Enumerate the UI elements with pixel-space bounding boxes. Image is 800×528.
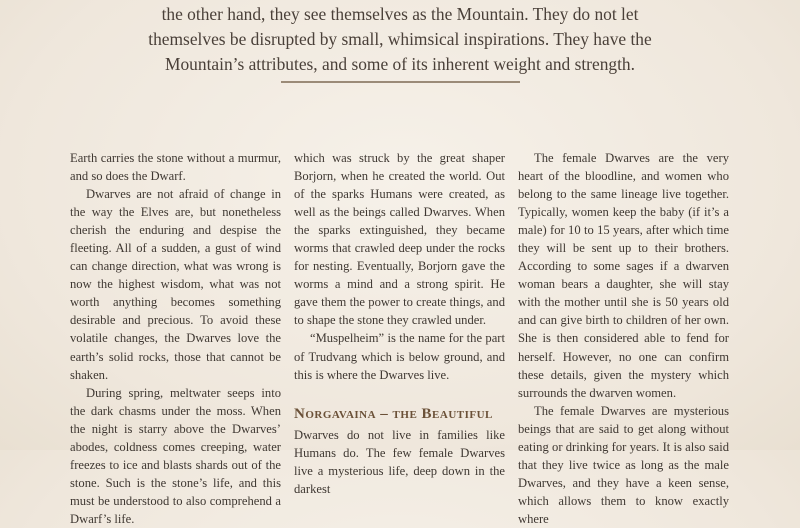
paragraph: During spring, meltwater seeps into the dark chasms under the moss. When the night is starry above the Dwarves’ abodes, coldness comes creeping, water freezes to ice and blasts shards out of the stone. Such is the stone’s life, and this must be understood to also comprehend a Dwarf’s life. — [70, 385, 281, 526]
pull-quote-divider — [281, 81, 520, 83]
paragraph: The female Dwarves are mysterious beings that are said to get along without eating or drinking for years. It is also said that they live twice as long as the male Dwarves, and they have a keen sense, which allows them to know exactly where — [518, 403, 729, 526]
section-heading: Norgavaina – the Beautiful — [294, 405, 493, 422]
pull-quote — [0, 0, 800, 77]
pull-quote-line: the other hand, they see themselves as the Mountain. They do not let — [161, 4, 639, 24]
pull-quote-line: Mountain’s attributes, and some of its inherent weight and strength. — [165, 54, 635, 74]
paragraph: Earth carries the stone without a murmur, and so does the Dwarf. — [70, 151, 281, 184]
paragraph: Dwarves are not afraid of change in the way the Elves are, but nonetheless cherish the enduring and despise the fleeting. All of a sudden, a gust of wind can change direction, what was wrong is now the highest wisdom, what was not worth anything becomes something desirable and precious. To avoid these volatile changes, the Dwarves love the earth’s solid rocks, those that cannot be shaken. — [70, 187, 281, 382]
paragraph: “Muspelheim” is the name for the part of Trudvang which is below ground, and this is where the Dwarves live. — [294, 331, 505, 382]
text-column-2 — [294, 149, 505, 498]
paragraph: The female Dwarves are the very heart of the bloodline, and women who belong to the same lineage live together. Typically, women keep the baby (if it’s a male) for 10 to 15 years, after which time they will be sent up to their brothers. According to some sages if a dwarven woman bears a daughter, she will stay with the mother until she is 50 years old and can give birth to children of her own. She is then considered able to fend for herself. However, no one can confirm these details, given the mystery which surrounds the dwarven women. — [518, 151, 729, 400]
text-column-3 — [518, 149, 729, 528]
paragraph: which was struck by the great shaper Borjorn, when he created the world. Out of the sparks Humans were created, as well as the beings called Dwarves. When the sparks extinguished, they became worms that crawled deep under the rocks for nesting. Eventually, Borjorn gave the worms a mind and a strong spirit. He gave them the power to create things, and to shape the stone they crawled under. — [294, 151, 505, 328]
text-column-1 — [70, 149, 281, 528]
paragraph: Dwarves do not live in families like Humans do. The few female Dwarves live a mysterious life, deep down in the darkest — [294, 427, 505, 496]
pull-quote-line: themselves be disrupted by small, whimsical inspirations. They have the — [148, 29, 652, 49]
